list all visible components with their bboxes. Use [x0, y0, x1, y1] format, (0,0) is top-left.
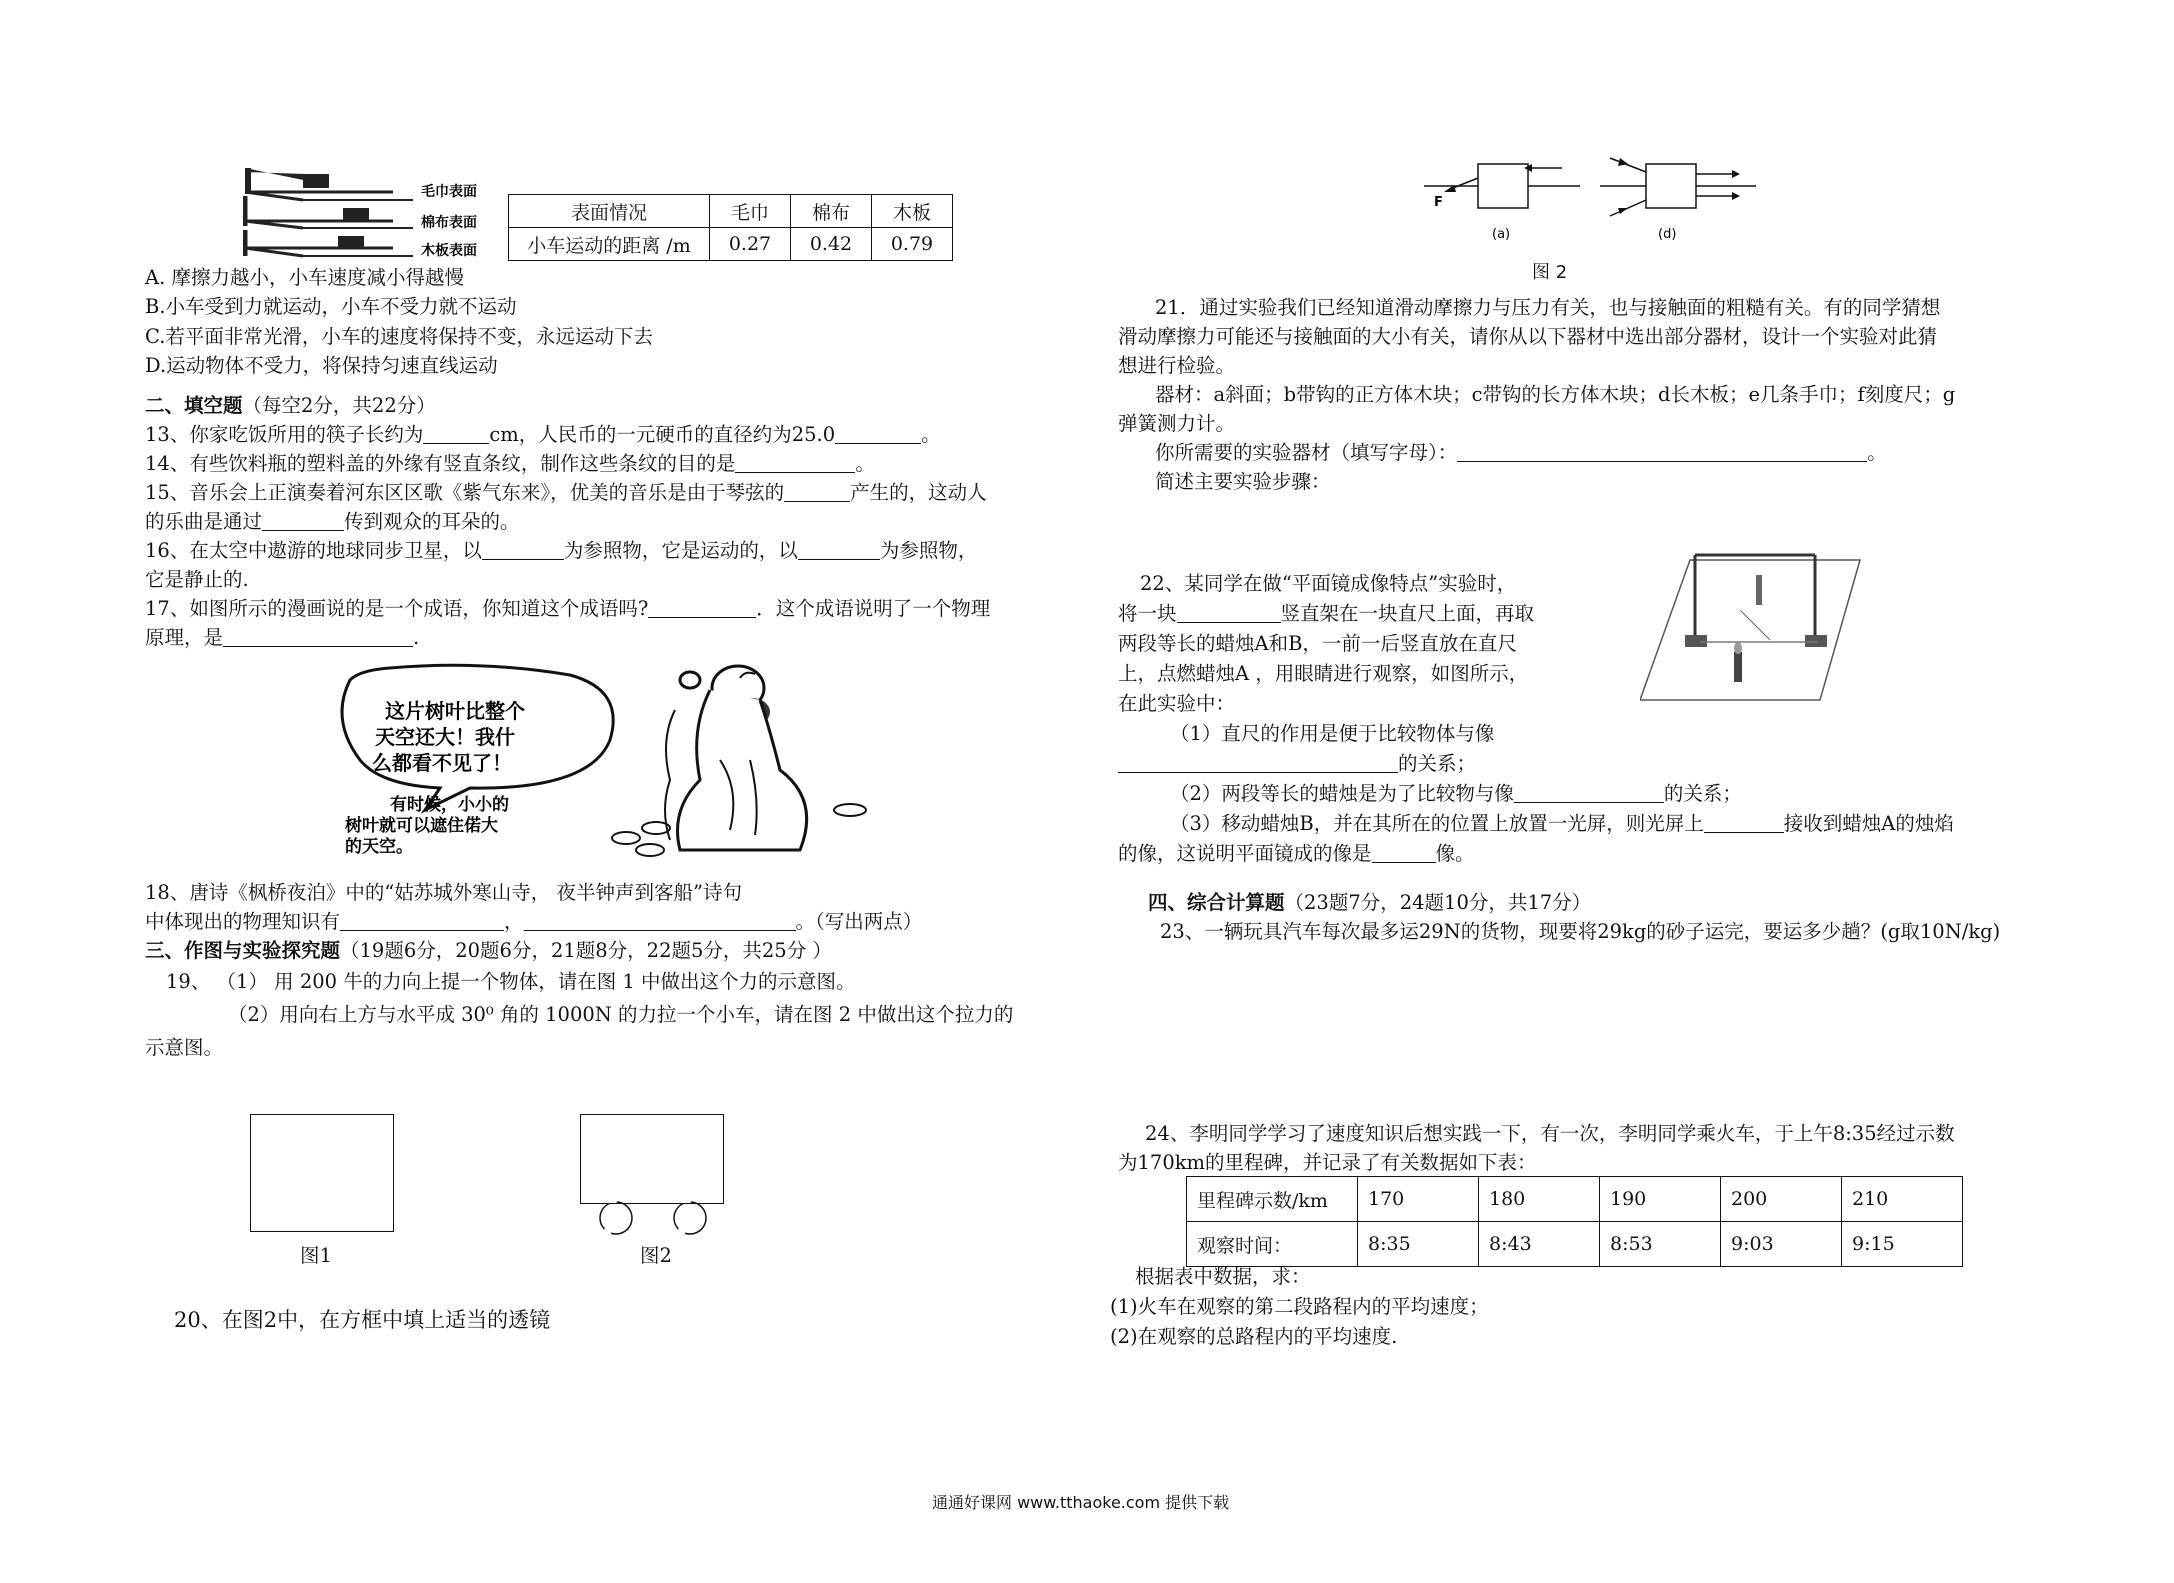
table-cell: 190: [1600, 1177, 1721, 1222]
q14-text-b: 。: [855, 452, 875, 475]
milestone-label: 里程碑示数/km: [1187, 1177, 1358, 1222]
table-cell: 8:43: [1479, 1222, 1600, 1267]
q17-text-a: 17、如图所示的漫画说的是一个成语，你知道这个成语吗?: [145, 597, 649, 620]
question-24-line-4: (1)火车在观察的第二段路程内的平均速度；: [1110, 1295, 1489, 1318]
question-19-line-2: （2）用向右上方与水平成 30⁰ 角的 1000N 的力拉一个小车，请在图 2 中做出这个拉力的: [228, 1003, 1014, 1026]
q15-text-c: 的乐曲是通过: [145, 510, 263, 533]
question-24-line-2: 为170km的里程碑，并记录了有关数据如下表：: [1118, 1151, 1537, 1174]
question-19-line-1: 19、 （1） 用 200 牛的力向上提一个物体，请在图 1 中做出这个力的示意图。: [166, 970, 856, 993]
q22-blank-5[interactable]: [1372, 842, 1436, 863]
q13-text-a: 13、你家吃饭所用的筷子长约为: [145, 423, 424, 446]
q22-blank-2[interactable]: [1118, 752, 1398, 773]
q13-text-b: cm，人民币的一元硬币的直径约为25.0: [489, 423, 836, 446]
question-21-line-5: 弹簧测力计。: [1118, 412, 1236, 435]
friction-row-label: 小车运动的距离 /m: [509, 228, 710, 261]
section-3-note: （19题6分，20题6分，21题8分，22题5分，共25分 ）: [340, 939, 832, 962]
question-22-line-10: [1118, 840, 1475, 868]
table-cell: 180: [1479, 1177, 1600, 1222]
surface-label-wood: 木板表面: [421, 243, 477, 259]
page-footer: 通通好课网 www.tthaoke.com 提供下载: [932, 1493, 1230, 1512]
section-4-title: 四、综合计算题: [1148, 891, 1285, 914]
section-2-heading: [145, 392, 436, 420]
table-cell: 210: [1842, 1177, 1963, 1222]
question-21-line-2: 滑动摩擦力可能还与接触面的大小有关，请你从以下器材中选出部分器材，设计一个实验对此猜: [1118, 325, 1938, 348]
question-22-line-6: （1）直尺的作用是便于比较物体与像: [1170, 722, 1495, 745]
q15-text-b: 产生的，这动人: [850, 481, 987, 504]
q15-blank-2[interactable]: [262, 510, 344, 531]
question-24-line-5: (2)在观察的总路程内的平均速度.: [1110, 1325, 1398, 1348]
friction-header-label: 表面情况: [509, 195, 710, 228]
surface-label-cotton: 棉布表面: [421, 215, 477, 231]
q22-text-f: 接收到蜡烛A的烛焰: [1783, 812, 1954, 835]
cartoon-caption-line-2: 树叶就可以遮住偌大: [345, 816, 498, 836]
question-16-line-2: 它是静止的.: [145, 568, 249, 591]
figure-2-cart[interactable]: [580, 1114, 724, 1204]
question-22-line-4: 上，点燃蜡烛A ，用眼睛进行观察，如图所示，: [1118, 662, 1529, 685]
section-2-note: （每空2分，共22分）: [242, 394, 436, 417]
q18-blank-2[interactable]: [524, 910, 796, 931]
figure-1-label: 图1: [300, 1244, 332, 1267]
q22-blank-4[interactable]: [1704, 812, 1784, 833]
cartoon-caption-line-1: 有时候，小小的: [390, 795, 509, 815]
question-23: 23、一辆玩具汽车每次最多运29N的货物，现要将29kg的砂子运完，要运多少趟？(g取10N/kg): [1160, 920, 2001, 943]
lens-ray-diagrams: [1420, 150, 1760, 245]
q17-text-d: .: [413, 626, 420, 649]
table-cell: 170: [1358, 1177, 1479, 1222]
figure-2-label: 图2: [640, 1244, 672, 1267]
q17-blank-1[interactable]: [648, 597, 756, 618]
section-3-heading: [145, 937, 832, 965]
question-21-line-3: 想进行检验。: [1118, 354, 1236, 377]
cartoon-illustration: [330, 660, 890, 860]
lens-d-label: (d): [1658, 227, 1677, 242]
option-b: B.小车受到力就运动，小车不受力就不运动: [145, 295, 517, 318]
table-cell: 9:15: [1842, 1222, 1963, 1267]
question-21-line-1: 21．通过实验我们已经知道滑动摩擦力与压力有关，也与接触面的粗糙有关。有的同学猜想: [1155, 296, 1941, 319]
table-row: [1187, 1177, 1963, 1222]
table-cell: 200: [1721, 1177, 1842, 1222]
question-22-line-9: [1170, 810, 1954, 838]
section-4-note: （23题7分，24题10分，共17分）: [1284, 891, 1592, 914]
question-17-line-2: [145, 624, 419, 652]
question-18-line-1: 18、唐诗《枫桥夜泊》中的“姑苏城外寒山寺， 夜半钟声到客船”诗句: [145, 881, 742, 904]
surface-label-towel: 毛巾表面: [421, 184, 477, 200]
q18-text-d: 。（写出两点）: [795, 910, 923, 933]
q22-text-e: （3）移动蜡烛B，并在其所在的位置上放置一光屏，则光屏上: [1170, 812, 1704, 835]
q14-text-a: 14、有些饮料瓶的塑料盖的外缘有竖直条纹，制作这些条纹的目的是: [145, 452, 736, 475]
lens-focus-label: F: [1434, 195, 1443, 210]
question-19-line-3: 示意图。: [145, 1036, 224, 1059]
friction-header-cotton: 棉布: [791, 195, 872, 228]
cartoon-bubble-line-3: 么都看不见了！: [372, 751, 512, 775]
option-c: C.若平面非常光滑，小车的速度将保持不变，永远运动下去: [145, 325, 653, 348]
lens-a-label: (a): [1492, 227, 1511, 242]
cartoon-bubble-line-1: 这片树叶比整个: [385, 699, 525, 723]
question-22-line-3: 两段等长的蜡烛A和B，一前一后竖直放在直尺: [1118, 632, 1517, 655]
question-22-line-5: 在此实验中：: [1118, 692, 1236, 715]
q22-blank-3[interactable]: [1514, 782, 1664, 803]
question-17-line-1: [145, 595, 990, 623]
section-4-heading: [1148, 889, 1591, 917]
q13-text-c: 。: [921, 423, 941, 446]
q22-text-h: 像。: [1435, 842, 1475, 865]
q16-text-c: 为参照物，: [879, 539, 978, 562]
q22-text-d: 的关系；: [1663, 782, 1742, 805]
table-cell: 8:53: [1600, 1222, 1721, 1267]
q13-blank-2[interactable]: [835, 423, 921, 444]
question-14: [145, 450, 875, 478]
q15-blank-1[interactable]: [784, 481, 850, 502]
friction-value-wood: 0.79: [872, 228, 953, 261]
milestone-table: [1186, 1176, 1963, 1267]
friction-value-cotton: 0.42: [791, 228, 872, 261]
q18-blank-1[interactable]: [340, 910, 504, 931]
q22-text-g: 的像，这说明平面镜成的像是: [1118, 842, 1372, 865]
table-cell: 8:35: [1358, 1222, 1479, 1267]
section-3-title: 三、作图与实验探究题: [145, 939, 341, 962]
q21-equipment-blank[interactable]: [1457, 441, 1867, 462]
question-15-line-1: [145, 479, 987, 507]
q17-text-b: ．这个成语说明了一个物理: [756, 597, 991, 620]
friction-value-towel: 0.27: [710, 228, 791, 261]
cartoon-bubble-line-2: 天空还大！我什: [375, 725, 515, 749]
table-row: [1187, 1222, 1963, 1267]
friction-header-towel: 毛巾: [710, 195, 791, 228]
q15-text-a: 15、音乐会上正演奏着河东区区歌《紫气东来》，优美的音乐是由于琴弦的: [145, 481, 785, 504]
option-a: A. 摩擦力越小，小车速度减小得越慢: [145, 266, 464, 289]
question-22-line-8: [1170, 780, 1742, 808]
cart-wheels: [594, 1200, 714, 1240]
q22-text-b: 竖直架在一块直尺上面，再取: [1280, 602, 1535, 625]
question-21-line-4: 器材：a斜面；b带钩的正方体木块；c带钩的长方体木块；d长木板；e几条手巾；f刻度尺；g: [1155, 383, 1956, 406]
q18-text-b: 中体现出的物理知识有: [145, 910, 341, 933]
q17-blank-2[interactable]: [223, 626, 413, 647]
incline-surfaces-figure: [243, 166, 503, 260]
question-21-line-7: 简述主要实验步骤：: [1155, 470, 1331, 493]
q13-blank-1[interactable]: [423, 423, 489, 444]
question-16-line-1: [145, 537, 977, 565]
q16-text-a: 16、在太空中遨游的地球同步卫星，以: [145, 539, 482, 562]
q18-text-c: ，: [504, 910, 524, 933]
q14-blank[interactable]: [735, 452, 855, 473]
question-24-line-1: 24、李明同学学习了速度知识后想实践一下，有一次，李明同学乘火车，于上午8:35经过示数: [1145, 1122, 1955, 1145]
q21-text-a: 你所需要的实验器材（填写字母）：: [1155, 441, 1458, 464]
q16-blank-2[interactable]: [798, 539, 880, 560]
question-20: 20、在图2中，在方框中填上适当的透镜: [174, 1308, 551, 1332]
section-2-title: 二、填空题: [145, 394, 243, 417]
friction-header-wood: 木板: [872, 195, 953, 228]
q16-blank-1[interactable]: [482, 539, 564, 560]
table-cell: 9:03: [1721, 1222, 1842, 1267]
q22-text-c: （2）两段等长的蜡烛是为了比较物与像: [1170, 782, 1514, 805]
question-22-line-1: 22、某同学在做“平面镜成像特点”实验时，: [1140, 572, 1517, 595]
plane-mirror-apparatus: [1640, 540, 1865, 712]
q15-text-d: 传到观众的耳朵的。: [344, 510, 520, 533]
q22-text-a: 将一块: [1118, 602, 1177, 625]
figure-1-box[interactable]: [250, 1114, 394, 1232]
question-18-line-2: [145, 908, 922, 936]
question-22-line-2: [1118, 600, 1534, 628]
q21-text-b: 。: [1867, 441, 1887, 464]
time-label: 观察时间：: [1187, 1222, 1358, 1267]
cartoon-caption-line-3: 的天空。: [345, 837, 413, 857]
q16-text-b: 为参照物，它是运动的，以: [563, 539, 798, 562]
lens-figure-title: 图 2: [1532, 262, 1568, 283]
q17-text-c: 原理，是: [145, 626, 224, 649]
friction-table: [508, 194, 953, 261]
question-15-line-2: [145, 508, 520, 536]
q22-text-b2: 的关系；: [1398, 752, 1477, 775]
question-13: [145, 421, 941, 449]
q22-blank-1[interactable]: [1177, 602, 1281, 623]
question-22-line-7: [1118, 750, 1476, 778]
question-21-line-6: [1155, 439, 1887, 467]
option-d: D.运动物体不受力，将保持匀速直线运动: [145, 354, 498, 377]
question-24-line-3: 根据表中数据，求：: [1135, 1265, 1311, 1288]
